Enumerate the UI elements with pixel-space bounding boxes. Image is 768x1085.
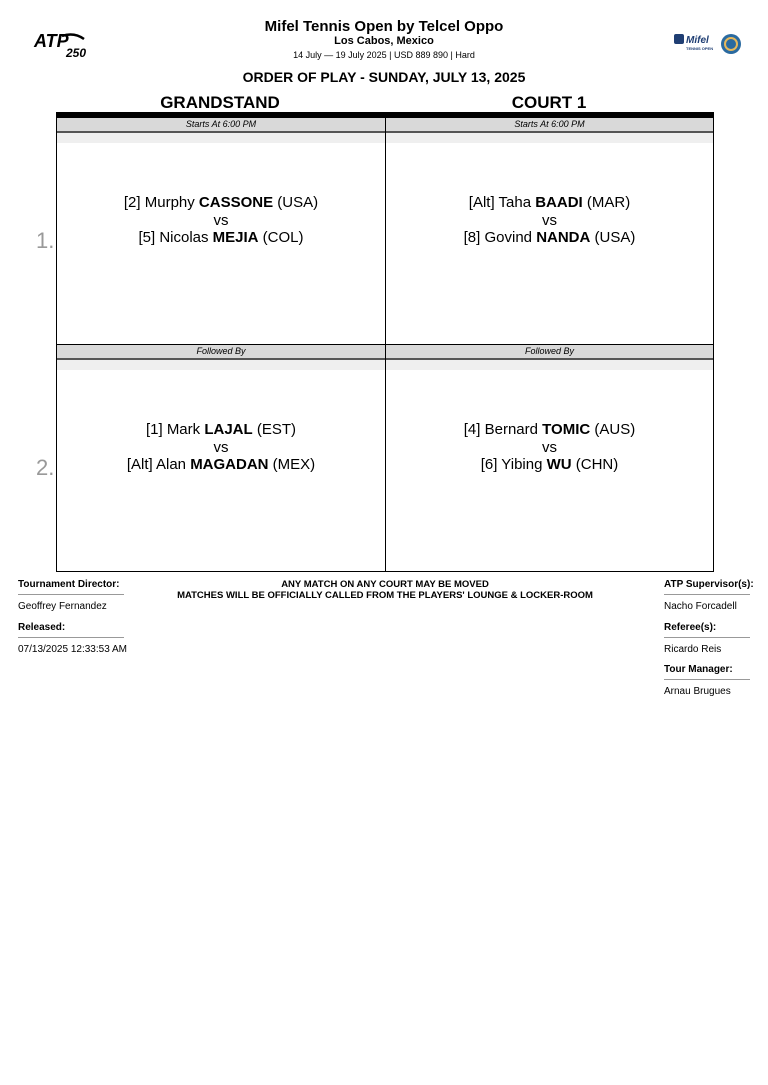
divider: [18, 594, 124, 595]
atp-logo-sub: 250: [66, 46, 87, 60]
player-surname: MAGADAN: [190, 456, 269, 473]
notice-line-2: MATCHES WILL BE OFFICIALLY CALLED FROM THE PLAYERS' LOUNGE & LOCKER-ROOM: [177, 590, 593, 601]
match-cell: [385, 344, 714, 572]
divider: [664, 594, 750, 595]
released-timestamp: 07/13/2025 12:33:53 AM: [18, 644, 127, 655]
slot-time-bar: Followed By: [386, 345, 713, 360]
player-line: [5] Nicolas MEJIA (COL): [138, 229, 304, 246]
vs-label: vs: [542, 438, 557, 456]
sponsor-logo-text: Mifel: [686, 35, 709, 46]
match-block: [386, 194, 713, 247]
sponsor-logo-sub: TENNIS OPEN: [686, 46, 714, 51]
supervisor-label: ATP Supervisor(s):: [664, 579, 754, 590]
row-number-1: 1.: [36, 228, 55, 253]
player-line: [4] Bernard TOMIC (AUS): [463, 421, 636, 438]
match-block: [386, 421, 713, 474]
slot-time-bar: Starts At 6:00 PM: [386, 118, 713, 133]
tournament-location: Los Cabos, Mexico: [334, 35, 434, 47]
vs-label: vs: [213, 438, 229, 456]
match-cell: [385, 117, 714, 345]
tournament-title: Mifel Tennis Open by Telcel Oppo: [264, 18, 504, 35]
order-of-play-title: ORDER OF PLAY - SUNDAY, JULY 13, 2025: [242, 69, 526, 85]
match-block: [57, 194, 385, 247]
player-surname: LAJAL: [204, 421, 253, 438]
divider: [664, 637, 750, 638]
player-surname: CASSONE: [198, 194, 274, 211]
row-number-2: 2.: [36, 455, 55, 480]
slot-time-bar: Followed By: [57, 345, 385, 360]
vs-label: vs: [213, 211, 229, 229]
court-name-grandstand: GRANDSTAND: [160, 93, 280, 112]
divider: [18, 637, 124, 638]
vs-label: vs: [542, 211, 557, 229]
player-surname: BAADI: [535, 194, 583, 211]
player-surname: TOMIC: [542, 421, 591, 438]
tour-manager-label: Tour Manager:: [664, 664, 733, 675]
player-line: [1] Mark LAJAL (EST): [145, 421, 297, 438]
match-cell: [56, 117, 386, 345]
released-label: Released:: [18, 622, 66, 633]
player-line: [Alt] Alan MAGADAN (MEX): [126, 456, 316, 473]
player-line: [8] Govind NANDA (USA): [463, 229, 636, 246]
sponsor-logo: [672, 30, 744, 58]
director-label: Tournament Director:: [18, 579, 120, 590]
tournament-details: 14 July — 19 July 2025 | USD 889 890 | Hard: [293, 50, 475, 60]
notice-line-1: ANY MATCH ON ANY COURT MAY BE MOVED: [281, 579, 489, 590]
player-surname: WU: [546, 456, 572, 473]
court-name-court-1: COURT 1: [511, 93, 587, 112]
match-block: [57, 421, 385, 474]
match-cell: [56, 344, 386, 572]
atp-logo-text: ATP: [34, 31, 69, 51]
slot-time-bar: Starts At 6:00 PM: [57, 118, 385, 133]
divider: [664, 679, 750, 680]
player-line: [Alt] Taha BAADI (MAR): [468, 194, 631, 211]
referee-name: Ricardo Reis: [664, 644, 722, 655]
director-name: Geoffrey Fernandez: [18, 601, 107, 612]
player-surname: MEJIA: [212, 229, 259, 246]
player-line: [6] Yibing WU (CHN): [480, 456, 619, 473]
player-line: [2] Murphy CASSONE (USA): [123, 194, 319, 211]
supervisor-name: Nacho Forcadell: [664, 601, 737, 612]
tour-manager-name: Arnau Brugues: [664, 686, 731, 697]
player-surname: NANDA: [536, 229, 591, 246]
referee-label: Referee(s):: [664, 622, 717, 633]
